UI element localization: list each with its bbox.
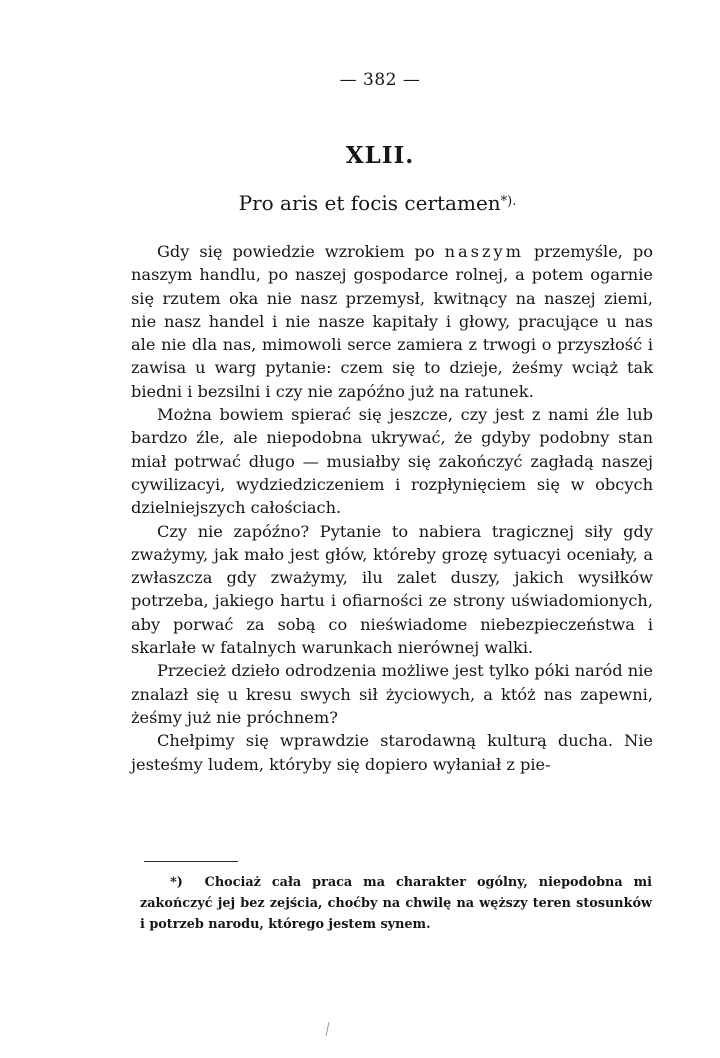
footnote-marker: *) bbox=[170, 875, 183, 890]
footnote-divider bbox=[144, 861, 238, 862]
page-number: — 382 — bbox=[339, 70, 421, 90]
scan-speck bbox=[326, 1022, 330, 1036]
chapter-title-text: Pro aris et focis certamen bbox=[238, 191, 501, 215]
paragraph-2: Można bowiem spierać się jeszcze, czy jest z nami źle lub bardzo źle, ale niepodobna ukrywać, że gdyby podobny stan miał potrwać długo — musiałby się zakończyć zagładą naszej cywilizacyi, wydziedziczeniem i rozpłynięciem się w obcych dzielniejszych całościach. bbox=[131, 405, 653, 518]
chapter-title-footnote-marker: *). bbox=[500, 194, 517, 209]
paragraph-5: Chełpimy się wprawdzie starodawną kulturą ducha. Nie jesteśmy ludem, któryby się dopiero wyłaniał z pie- bbox=[131, 731, 653, 774]
paragraph-3: Czy nie zapóźno? Pytanie to nabiera tragicznej siły gdy zważymy, jak mało jest głów, któreby grozę sytuacyi oceniały, a zwłaszcza gdy zważymy, ilu zalet duszy, jakich wysiłków potrzeba, jakiego hartu i ofiarności ze strony uświadomionych, aby porwać za sobą co nieświadome niebezpieczeństwa i skarlałe w fatalnych warunkach nierównej walki. bbox=[131, 521, 653, 658]
paragraph-1-rest: przemyśle, po naszym handlu, po naszej gospodarce rolnej, a potem ogarnie się rzutem oka nie nasz przemysł, kwitnący na naszej ziemi, nie nasz handel i nie nasze kapitały i głowy, pracujące u nas ale nie dla nas, mimowoli serce zamiera z trwogi o przyszłość i zawisa u warg pytanie: czem się to dzieje, żeśmy wciąż tak biedni i bezsilni i czy nie zapóźno już na ratunek. bbox=[131, 242, 653, 401]
paragraph-1-spaced-emphasis: naszym bbox=[444, 242, 525, 261]
footnote bbox=[140, 872, 652, 935]
chapter-title bbox=[0, 191, 720, 215]
chapter-number: XLII. bbox=[345, 142, 415, 169]
paragraph-4: Przecież dzieło odrodzenia możliwe jest tylko póki naród nie znalazł się u kresu swych sił życiowych, a któż nas zapewni, żeśmy już nie próchnem? bbox=[131, 661, 653, 727]
paragraph-1-start: Gdy się powiedzie wzrokiem po bbox=[157, 242, 445, 261]
paragraph-1 bbox=[131, 240, 653, 403]
footnote-text: Chociaż cała praca ma charakter ogólny, niepodobna mi zakończyć jej bez zejścia, choćby na chwilę na węższy teren stosunków i potrzeb narodu, którego jestem synem. bbox=[140, 875, 652, 932]
body-text bbox=[131, 240, 653, 776]
